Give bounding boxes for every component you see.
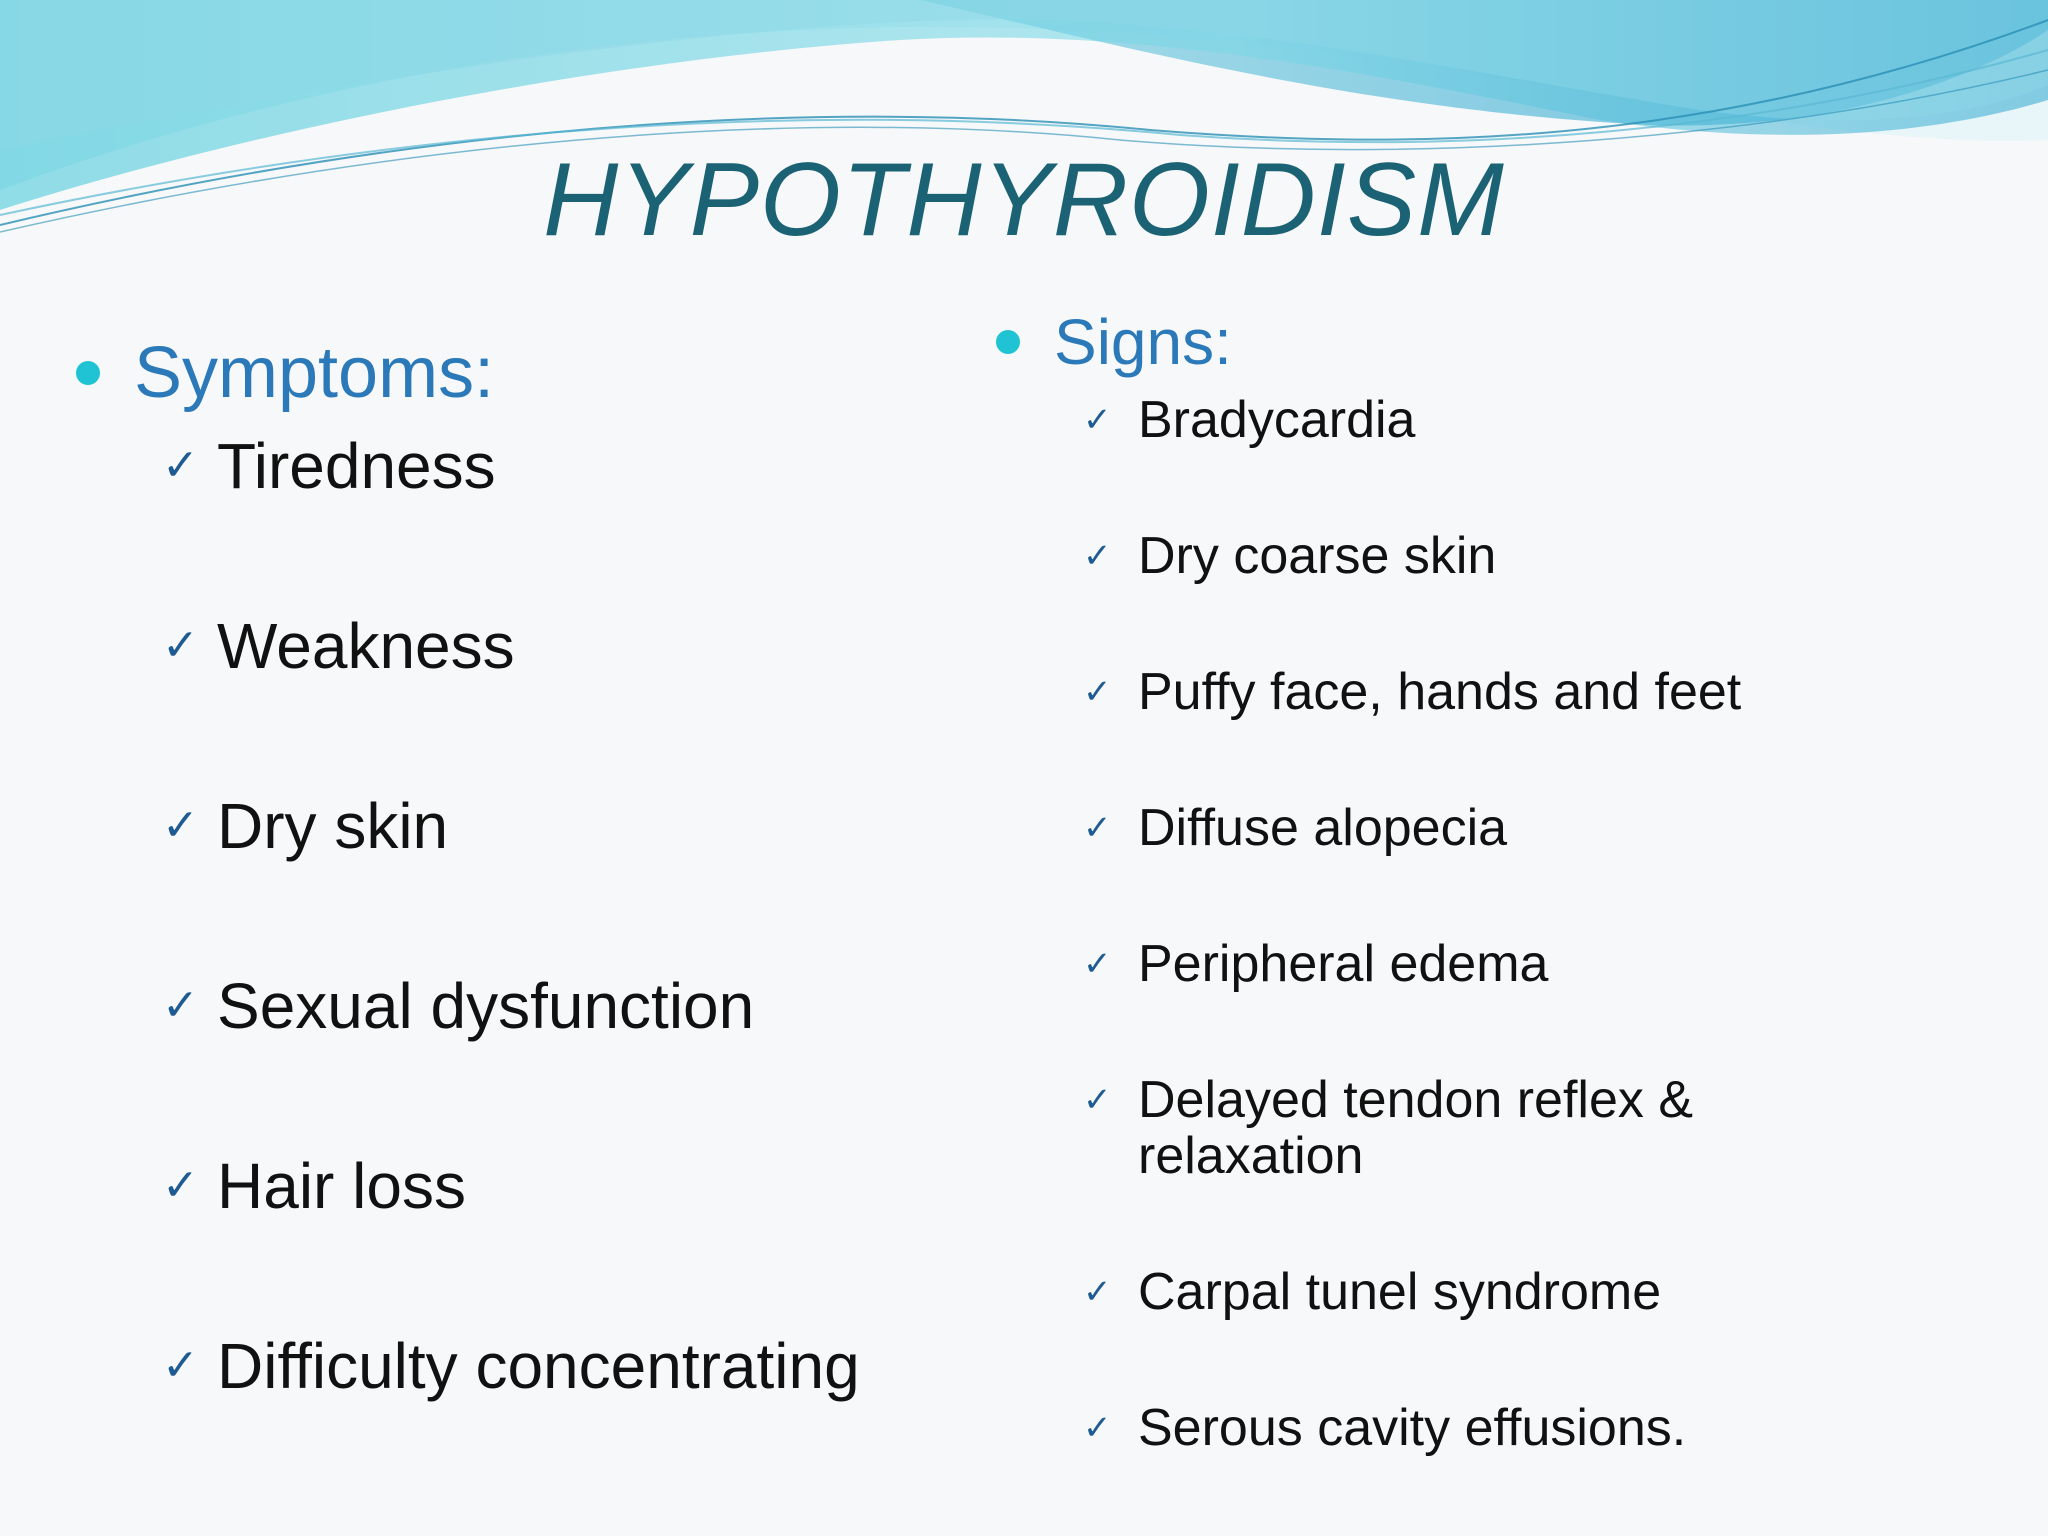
symptom-text: Dry skin [217,790,449,862]
sign-item [1083,392,1415,448]
sign-text: Puffy face, hands and feet [1138,663,1742,721]
symptom-item [162,1148,466,1224]
sign-item [1083,664,1741,720]
sign-text: Peripheral edema [1138,935,1549,993]
bullet-dot-icon [996,330,1020,354]
checkmark-icon: ✓ [162,441,199,490]
sign-item [1083,936,1548,992]
checkmark-icon: ✓ [162,981,199,1030]
symptom-item [162,608,515,684]
sign-text: Dry coarse skin [1138,527,1497,585]
signs-heading-label: Signs: [1054,306,1232,378]
sign-item [1083,1264,1661,1320]
checkmark-icon: ✓ [1083,673,1112,711]
sign-text: Delayed tendon reflex & relaxation [1138,1071,1694,1185]
sign-item [1083,1072,1843,1184]
checkmark-icon: ✓ [1083,537,1112,575]
checkmark-icon: ✓ [162,801,199,850]
symptom-item [162,428,496,504]
symptom-item [162,788,448,864]
checkmark-icon: ✓ [1083,1081,1112,1119]
symptom-text: Difficulty concentrating [217,1330,860,1402]
sign-text: Carpal tunel syndrome [1138,1263,1662,1321]
sign-item [1083,528,1496,584]
checkmark-icon: ✓ [1083,1273,1112,1311]
signs-heading [996,302,1232,382]
symptom-item [162,1328,860,1404]
sign-text: Serous cavity effusions. [1138,1399,1687,1457]
checkmark-icon: ✓ [1083,1409,1112,1447]
symptom-text: Tiredness [217,430,496,502]
bullet-dot-icon [76,361,100,385]
sign-item [1083,800,1507,856]
sign-item [1083,1400,1686,1456]
slide-title: HYPOTHYROIDISM [543,142,1505,258]
sign-text: Bradycardia [1138,391,1416,449]
checkmark-icon: ✓ [1083,945,1112,983]
sign-text: Diffuse alopecia [1138,799,1508,857]
symptoms-heading [76,328,494,418]
symptom-text: Sexual dysfunction [217,970,755,1042]
symptom-text: Hair loss [217,1150,466,1222]
checkmark-icon: ✓ [162,1161,199,1210]
checkmark-icon: ✓ [162,1341,199,1390]
checkmark-icon: ✓ [1083,401,1112,439]
checkmark-icon: ✓ [162,621,199,670]
symptom-item [162,968,754,1044]
symptom-text: Weakness [217,610,515,682]
symptoms-heading-label: Symptoms: [134,333,495,413]
checkmark-icon: ✓ [1083,809,1112,847]
